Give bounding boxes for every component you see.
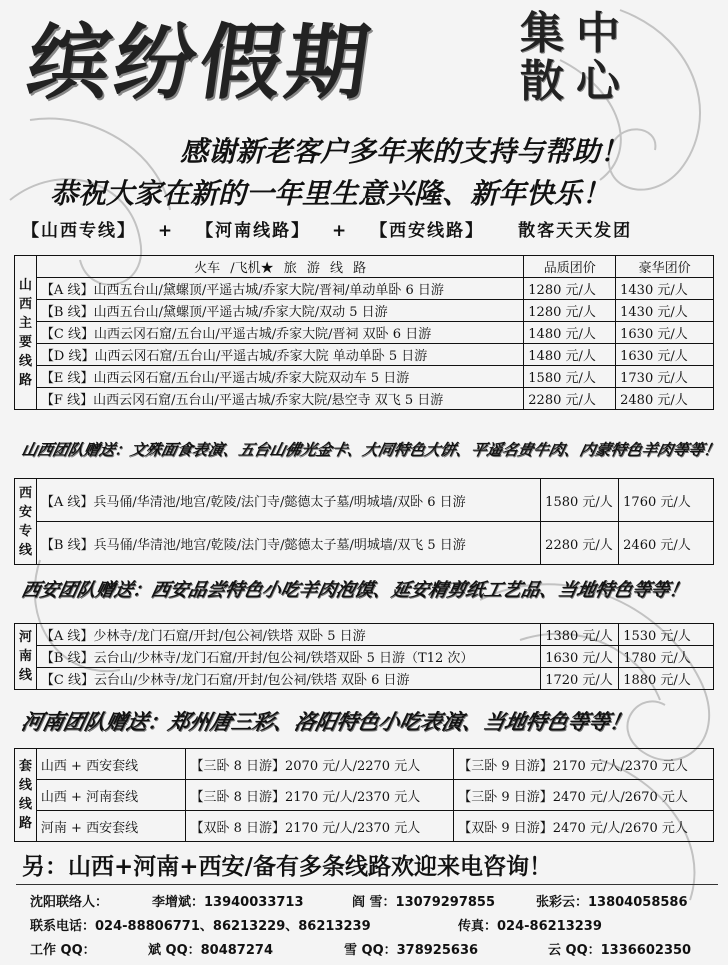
table-row [15,388,714,410]
combo-name: 山西 + 河南套线 [36,780,186,811]
title-right-top: 集中 [520,8,632,59]
slogan-thanks: 感谢新老客户多年来的支持与帮助！ [180,135,629,168]
table-header-row [15,256,714,278]
contact-2: 阎 雪：13079297855 [352,895,496,910]
category-henan: 【河南线路】 [196,221,311,241]
combo-name: 河南 + 西安套线 [36,811,186,842]
route-cell: 【B 线】山西五台山/黛螺顶/平遥古城/乔家大院/双动 5 日游 [36,300,523,322]
contact-label: 沈阳联络人： [30,895,109,910]
route-cell: 【A 线】兵马俑/华清池/地宫/乾陵/法门寺/懿德太子墓/明城墙/双卧 6 日游 [36,479,540,522]
route-cell: 【B 线】兵马俑/华清池/地宫/乾陵/法门寺/懿德太子墓/明城墙/双飞 5 日游 [36,522,540,565]
table-row [15,479,714,522]
route-cell: 【D 线】山西云冈石窟/五台山/平遥古城/乔家大院 单动单卧 5 日游 [36,344,523,366]
qq-label: 工作 QQ： [30,943,96,958]
xian-table [14,478,714,565]
xian-gift: 西安团队赠送：西安品尝特色小吃羊肉泡馍、延安精剪纸工艺品、当地特色等等！ [19,580,690,601]
luxury-price: 2480 元/人 [616,388,714,410]
henan-side-label: 河南线 [15,624,37,690]
table-row [15,344,714,366]
combo-option-8day: 【三卧 8 日游】2170 元/人/2370 元人 [186,780,454,811]
quality-price: 1630 元/人 [541,646,619,668]
slogan-new-year: 恭祝大家在新的一年里生意兴隆、新年快乐！ [50,177,611,210]
shanxi-side-label: 山西主要线路 [15,256,37,410]
qq-2: 雪 QQ：378925636 [344,943,479,958]
table-row [15,522,714,565]
plus-sign: + [332,221,349,241]
title-right-bottom: 散心 [520,56,632,107]
quality-price: 1280 元/人 [524,278,616,300]
quality-price: 1280 元/人 [524,300,616,322]
quality-price: 1580 元/人 [524,366,616,388]
page-title: 缤纷假期 [21,16,379,111]
daily-departure: 散客天天发团 [518,221,633,241]
shanxi-gift: 山西团队赠送：文殊面食表演、五台山佛光金卡、大同特色大饼、平遥名贵牛肉、内蒙特色羊肉等等！ [19,440,722,459]
phone-numbers: 联系电话：024-88806771、86213229、86213239 [30,919,371,934]
route-cell: 【F 线】山西云冈石窟/五台山/平遥古城/乔家大院/悬空寺 双飞 5 日游 [36,388,523,410]
combo-option-9day: 【三卧 9 日游】2170 元/人/2370 元人 [454,749,714,780]
luxury-price: 1430 元/人 [616,278,714,300]
table-row [15,811,714,842]
quality-price: 2280 元/人 [541,522,619,565]
route-cell: 【E 线】山西云冈石窟/五台山/平遥古城/乔家大院双动车 5 日游 [36,366,523,388]
header-quality: 品质团价 [524,256,616,278]
plus-sign: + [157,221,175,241]
xian-side-label: 西安专线 [15,479,37,565]
quality-price: 1580 元/人 [541,479,619,522]
route-cell: 【A 线】山西五台山/黛螺顶/平遥古城/乔家大院/晋祠/单动单卧 6 日游 [36,278,523,300]
category-shanxi: 【山西专线】 [22,221,136,241]
qq-3: 云 QQ：1336602350 [548,943,692,958]
header-luxury: 豪华团价 [616,256,714,278]
table-row [15,300,714,322]
quality-price: 1480 元/人 [524,322,616,344]
route-cell: 【B 线】云台山/少林寺/龙门石窟/开封/包公祠/铁塔双卧 5 日游（T12 次） [36,646,540,668]
combo-option-9day: 【双卧 9 日游】2470 元/人/2670 元人 [454,811,714,842]
category-bar [22,216,646,241]
fax-number: 传真：024-86213239 [458,919,602,934]
luxury-price: 2460 元/人 [619,522,714,565]
contact-1: 李增斌：13940033713 [152,895,304,910]
combo-option-9day: 【三卧 9 日游】2470 元/人/2670 元人 [454,780,714,811]
henan-table [14,623,714,690]
combo-table [14,748,714,842]
luxury-price: 1880 元/人 [619,668,714,690]
table-row [15,322,714,344]
luxury-price: 1780 元/人 [619,646,714,668]
table-row [15,780,714,811]
category-xian: 【西安线路】 [370,221,485,241]
route-cell: 【C 线】山西云冈石窟/五台山/平遥古城/乔家大院/晋祠 双卧 6 日游 [36,322,523,344]
quality-price: 1720 元/人 [541,668,619,690]
shanxi-table [14,255,714,410]
luxury-price: 1730 元/人 [616,366,714,388]
table-row [15,668,714,690]
table-row [15,624,714,646]
quality-price: 2280 元/人 [524,388,616,410]
header-route: 火车 /飞机★ 旅 游 线 路 [36,256,523,278]
luxury-price: 1530 元/人 [619,624,714,646]
table-row [15,366,714,388]
combo-name: 山西 + 西安套线 [36,749,186,780]
table-row [15,749,714,780]
route-cell: 【A 线】少林寺/龙门石窟/开封/包公祠/铁塔 双卧 5 日游 [36,624,540,646]
luxury-price: 1760 元/人 [619,479,714,522]
luxury-price: 1630 元/人 [616,344,714,366]
contact-3: 张彩云：13804058586 [536,895,688,910]
combo-option-8day: 【双卧 8 日游】2170 元/人/2370 元人 [186,811,454,842]
combo-side-label: 套线线路 [15,749,37,842]
quality-price: 1480 元/人 [524,344,616,366]
luxury-price: 1630 元/人 [616,322,714,344]
quality-price: 1380 元/人 [541,624,619,646]
table-row [15,278,714,300]
henan-gift: 河南团队赠送：郑州唐三彩、洛阳特色小吃表演、当地特色等等！ [19,709,634,734]
luxury-price: 1430 元/人 [616,300,714,322]
qq-1: 斌 QQ：80487274 [148,943,273,958]
route-cell: 【C 线】云台山/少林寺/龙门石窟/开封/包公祠/铁塔 双卧 6 日游 [36,668,540,690]
combo-option-8day: 【三卧 8 日游】2070 元/人/2270 元人 [186,749,454,780]
footer-divider [16,884,718,885]
extra-routes-note: 另：山西+河南+西安/备有多条线路欢迎来电咨询！ [22,854,552,880]
table-row [15,646,714,668]
